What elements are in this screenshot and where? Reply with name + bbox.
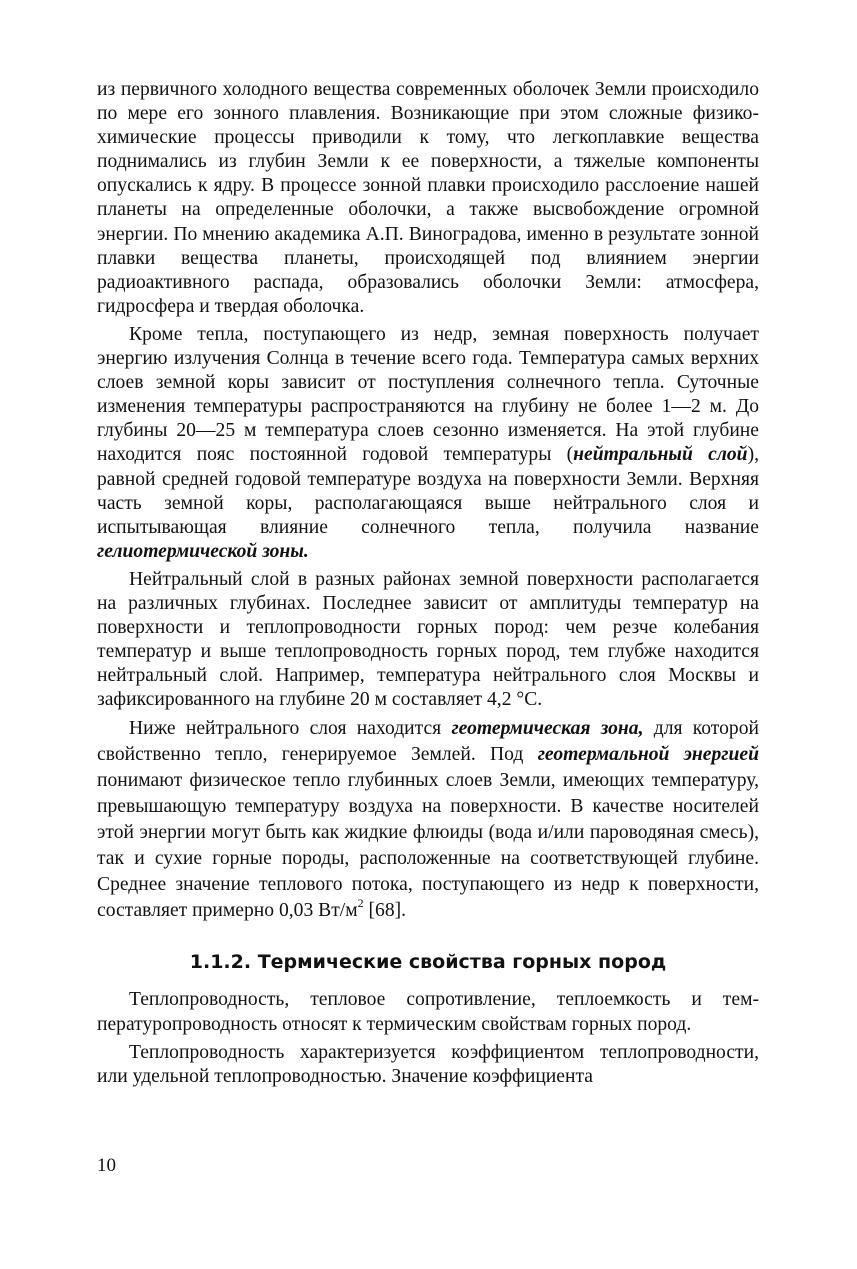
paragraph-2-text-b: ), равной средней годовой температуре воздуха на поверхности Земли. Верхняя часть земной коры, располагающаяся выше нейтрального слоя и испытывающая влияние солнечного тепла, получила название (97, 444, 759, 538)
paragraph-4-text-c: понимают физическое тепло глубинных слоев Земли, имеющих температуру, превышающую температуру воздуха на поверхности. В качестве носителей этой энергии могут быть как жидкие флюиды (вода и/или пароводяная смесь), так и сухие горные породы, расположенные на соответствующей глубине. Среднее значение теплового потока, поступающего из недр к поверхности, составляет примерно 0,03 Вт/м (97, 770, 759, 922)
paragraph-2 (97, 323, 759, 564)
term-geothermal-energy: геотермальной энергией (537, 744, 759, 766)
section-heading: 1.1.2. Термические свойства горных пород (189, 951, 667, 974)
paragraph-4-text-b: для которой свойственно тепло, генерируемое Землей. Под (97, 718, 759, 766)
superscript-2: 2 (357, 895, 364, 910)
term-heliothermal-zone: гелиотермической зоны. (97, 540, 309, 562)
paragraph-4 (97, 716, 759, 924)
paragraph-5: Теплопроводность, тепловое сопротивление, теплоемкость и температуропроводность относят к термическим свойствам горных пород. (97, 989, 759, 1035)
term-geothermal-zone: геотермическая зона, (451, 718, 644, 740)
term-neutral-layer: нейтральный слой (573, 444, 748, 466)
page-number: 10 (97, 1155, 116, 1176)
paragraph-4-text-a: Ниже нейтрального слоя находится (129, 718, 452, 740)
paragraph-1: из первичного холодного вещества современных оболочек Земли происходило по мере его зонного плавления. Возникающие при этом сложные физико-химические процессы приводили к тому, что легкоплавкие вещества поднимались из глубин Земли к ее поверхности, а тяжелые компоненты опускались к ядру. В процессе зонной плавки происходило расслоение нашей планеты на определенные оболочки, а также высвобождение огромной энергии. По мнению академика А.П. Виноградова, именно в результате зонной плавки вещества планеты, происходящей под влиянием энергии радиоактивного распада, образовались оболочки Земли: атмосфера, гидросфера и твердая оболочка. (97, 79, 759, 317)
paragraph-6: Теплопроводность характеризуется коэффициентом теплопроводности, или удельной теплопроводностью. Значение коэффициента (97, 1041, 759, 1087)
paragraph-3: Нейтральный слой в разных районах земной поверхности располагается на различных глубинах. Последнее зависит от амплитуды температур на поверхности и теплопроводности горных пород: чем резче колебания температур и выше теплопроводность горных пород, тем глубже находится нейтральный слой. Например, температура нейтрального слоя Москвы и зафиксированного на глубине 20 м составляет 4,2 °С. (97, 568, 759, 711)
paragraph-2-text-a: Кроме тепла, поступающего из недр, земная поверхность получает энергию излучения Солнца в течение всего года. Температура самых верхних слоев земной коры зависит от поступления солнечного тепла. Суточные изменения температуры распространяются на глубину не более 1—2 м. До глубины 20—25 м температура слоев сезонно изменяется. На этой глубине находится пояс постоянной годовой температуры ( (97, 323, 759, 466)
paragraph-4-text-d: [68]. (363, 900, 407, 922)
page-body (97, 78, 759, 1093)
